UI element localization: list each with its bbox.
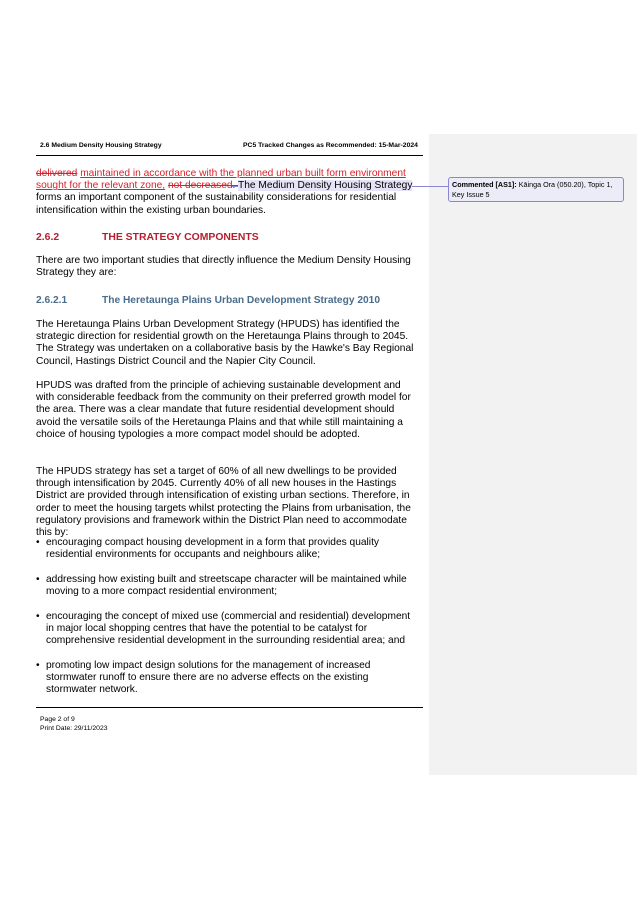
footer-rule [36, 707, 423, 708]
footer [40, 715, 108, 733]
section-number: 2.6.2 [36, 232, 60, 243]
section-heading [36, 232, 259, 243]
bullet-icon: • [36, 610, 40, 622]
comment-text: Kāinga Ora (050.20), Topic 1, Key Issue 5 [452, 180, 613, 199]
paragraph: The HPUDS strategy has set a target of 60% of all new dwellings to be provided through intensification by 2045. Currently 40% of all new houses in the Hastings District are provided through intensification of existing urban sections. Therefore, in order to meet the housing targets whilst protecting the Plains from urbanisation, the regulatory provisions and framework within the District Plan need to accommodate this by: [36, 466, 411, 539]
deleted-text: . [232, 180, 239, 192]
subsection-number: 2.6.2.1 [36, 295, 68, 306]
paragraph-text: forms an important component of the sustainability considerations for residential intensification within the existing urban boundaries. [36, 192, 397, 216]
bullet-icon: • [36, 537, 40, 548]
paragraph: HPUDS was drafted from the principle of achieving sustainable development and with considerable feedback from the community on their preferred growth model for the area. There was a clear mandate that future residential development should avoid the versatile soils of the Heretaunga Plains and that while still maintaining a choice of housing typologies a more compact model should be adopted. [36, 380, 411, 440]
bullet-icon: • [36, 659, 40, 671]
bullet-list [36, 537, 416, 709]
print-date: Print Date: 29/11/2023 [40, 725, 108, 732]
comment-label: Commented [AS1]: [452, 180, 517, 189]
comment-margin-pane [429, 134, 637, 775]
list-item: • encouraging compact housing development in a form that provides quality residential environments for occupants and neighbours alike; [36, 537, 379, 561]
subsection-heading [36, 295, 380, 306]
list-item: • addressing how existing built and streetscape character will be maintained while moving to a more compact residential environment; [36, 573, 407, 598]
tracked-change-paragraph [36, 168, 416, 217]
page-number: Page 2 of 9 [40, 716, 75, 723]
header-right: PC5 Tracked Changes as Recommended: 15-Mar-2024 [243, 142, 418, 149]
subsection-title: The Heretaunga Plains Urban Development Strategy 2010 [102, 295, 380, 306]
commented-text: The Medium Density Housing Strategy [238, 180, 413, 192]
section-title: THE STRATEGY COMPONENTS [102, 232, 259, 243]
paragraph: There are two important studies that directly influence the Medium Density Housing Strategy they are: [36, 255, 411, 279]
bullet-icon: • [36, 573, 40, 585]
header-rule [36, 155, 423, 156]
deleted-text: delivered [36, 168, 78, 179]
paragraph: The Heretaunga Plains Urban Development Strategy (HPUDS) has identified the strategic direction for residential growth on the Heretaunga Plains through to 2045. The Strategy was undertaken on a collaborative basis by the Hawke's Bay Regional Council, Hastings District Council and the Napier City Council. [36, 319, 414, 367]
list-item: • encouraging the concept of mixed use (commercial and residential) development in major local shopping centres that have the potential to be catalyst for comprehensive residential development in the surrounding residential area; and [36, 610, 411, 647]
comment-balloon[interactable] [448, 177, 624, 202]
deleted-text: not decreased [167, 180, 233, 192]
list-item: • promoting low impact design solutions for the management of increased stormwater runoff to ensure there are no adverse effects on the existing stormwater network. [36, 659, 371, 696]
inserted-text: maintained in accordance with the planned urban built form environment sought for the relevant zone, [36, 168, 406, 192]
header-left: 2.6 Medium Density Housing Strategy [40, 142, 162, 149]
